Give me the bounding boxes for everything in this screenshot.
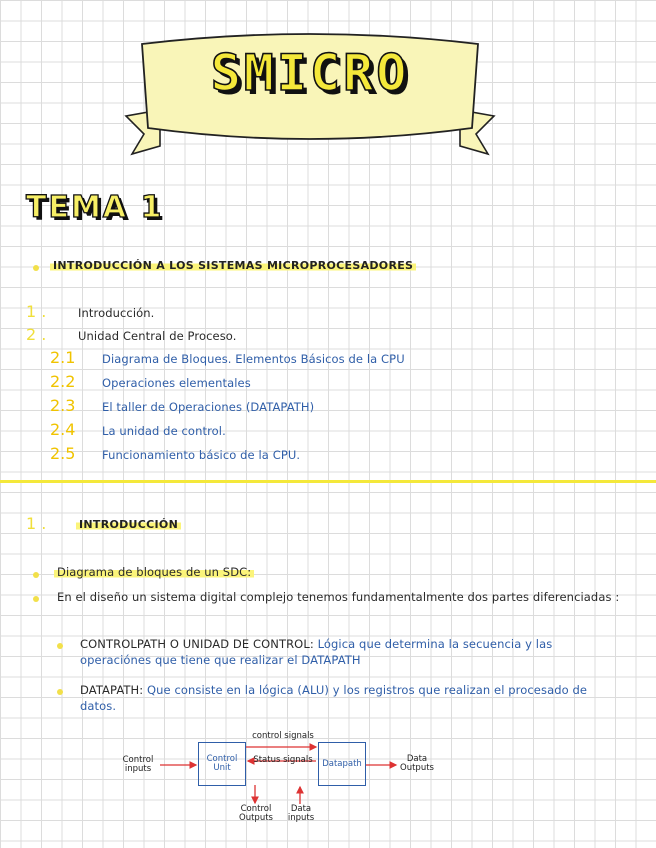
bullet-text: En el diseño un sistema digital complejo tenemos fundamentalmente dos partes diferenciadas : (57, 590, 620, 604)
subitem-num: 2.5 (50, 444, 76, 463)
index-subitem (50, 372, 251, 391)
data-inputs-label: Data inputs (287, 804, 315, 823)
topic-heading-text: INTRODUCCIÓN A LOS SISTEMAS MICROPROCESADORES (50, 259, 416, 272)
subitem-num: 2.1 (50, 348, 76, 367)
subitem-num: 2.2 (50, 372, 76, 391)
bullet-dot (57, 643, 63, 649)
subitem-label: Diagrama de Bloques. Elementos Básicos de la CPU (102, 352, 405, 366)
datapath-label: Datapath (322, 758, 362, 769)
status-signals-label: Status signals (253, 755, 313, 765)
data-outputs-label: Data Outputs (400, 754, 434, 773)
control-unit-block (198, 742, 246, 786)
index-item: 1 . Introducción. (26, 302, 155, 321)
control-outputs-label: Control Outputs (239, 804, 273, 823)
subitem-num: 2.4 (50, 420, 76, 439)
diagram-arrows (110, 728, 450, 838)
section-title: INTRODUCCIÓN (76, 518, 181, 531)
subitem-label: Funcionamiento básico de la CPU. (102, 448, 301, 462)
subitem-label: El taller de Operaciones (DATAPATH) (102, 400, 315, 414)
subitem-label: La unidad de control. (102, 424, 226, 438)
index-subitem (50, 420, 226, 439)
datapath-desc: Que consiste en la lógica (ALU) y los registros que realizan el procesado de datos. (80, 683, 588, 713)
topic-heading (50, 259, 416, 272)
datapath-definition (80, 682, 615, 714)
section-num: 1 (26, 514, 37, 533)
controlpath-definition (80, 636, 615, 668)
tema-heading: TEMA 1 (26, 190, 164, 225)
block-diagram (110, 728, 450, 838)
index-label: Unidad Central de Proceso. (78, 329, 237, 343)
index-subitem (50, 348, 405, 367)
controlpath-desc: Lógica que determina la secuencia y las operaciónes que tiene que realizar el DATAPATH (80, 637, 553, 667)
section-heading: 1 . INTRODUCCIÓN (26, 514, 46, 533)
index-item: 2 . Unidad Central de Proceso. (26, 325, 237, 344)
subitem-num: 2.3 (50, 396, 76, 415)
datapath-term: DATAPATH: (80, 683, 144, 697)
control-inputs-label: Control inputs (122, 755, 154, 774)
controlpath-term: CONTROLPATH O UNIDAD DE CONTROL: (80, 637, 314, 651)
subitem-label: Operaciones elementales (102, 376, 251, 390)
bullet-text-content: Diagrama de bloques de un SDC: (54, 565, 254, 579)
bullet-dot (33, 265, 39, 271)
control-signals-label: control signals (252, 731, 314, 741)
banner-title: SMICRO (210, 44, 410, 102)
index-subitem (50, 396, 315, 415)
control-unit-label: Control Unit (206, 754, 238, 773)
index-subitem (50, 444, 301, 463)
index-num: 1 (26, 302, 37, 321)
title-banner (120, 18, 500, 158)
bullet-dot (57, 689, 63, 695)
bullet-text (54, 565, 254, 579)
index-num: 2 (26, 325, 37, 344)
section-divider (0, 480, 656, 483)
datapath-block (318, 742, 366, 786)
bullet-dot (33, 572, 39, 578)
index-label: Introducción. (78, 306, 155, 320)
bullet-dot (33, 596, 39, 602)
